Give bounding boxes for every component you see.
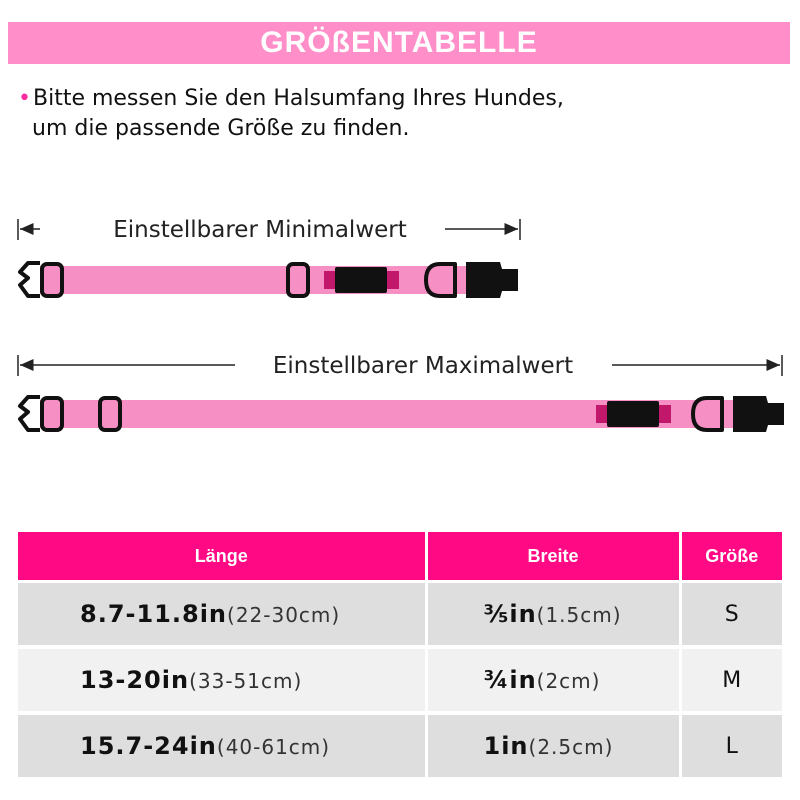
length-cm: (33-51cm) [189,669,303,693]
column-header-size: Größe [680,532,782,582]
instruction-line-1: Bitte messen Sie den Halsumfang Ihres Hundes, [32,86,564,111]
size-cell: M [680,647,782,713]
max-dimension-label: Einstellbarer Maximalwert [272,353,574,379]
length-cell [18,647,426,713]
collar-diagram [0,200,800,460]
width-cell [426,713,680,779]
length-inches: 8.7-11.8in [80,600,228,628]
title-banner [8,22,790,64]
size-cell: S [680,582,782,648]
length-cell [18,713,426,779]
table-row [18,713,782,779]
width-inches: 1in [483,732,529,760]
width-cell [426,582,680,648]
length-cm: (40-61cm) [216,735,331,759]
table-row [18,647,782,713]
min-dimension-label: Einstellbarer Minimalwert [113,217,407,243]
length-cell [18,582,426,648]
instruction-line-2: um die passende Größe zu finden. [32,116,410,141]
size-table [18,532,782,781]
collar-max [20,396,784,432]
width-inches: ¾in [483,666,537,694]
table-header-row [18,532,782,582]
size-cell: L [680,713,782,779]
collar-min [20,262,518,298]
instruction-text [18,84,564,144]
width-cell [426,647,680,713]
page-title: GRÖßENTABELLE [260,26,538,59]
column-header-width: Breite [426,532,680,582]
width-cm: (2.5cm) [528,735,614,759]
length-inches: 15.7-24in [80,732,217,760]
width-cm: (2cm) [536,669,601,693]
column-header-length: Länge [18,532,426,582]
length-cm: (22-30cm) [227,603,341,627]
length-inches: 13-20in [80,666,190,694]
bullet-icon: • [18,86,31,111]
width-cm: (1.5cm) [536,603,622,627]
table-row [18,582,782,648]
width-inches: ⅗in [483,600,537,628]
